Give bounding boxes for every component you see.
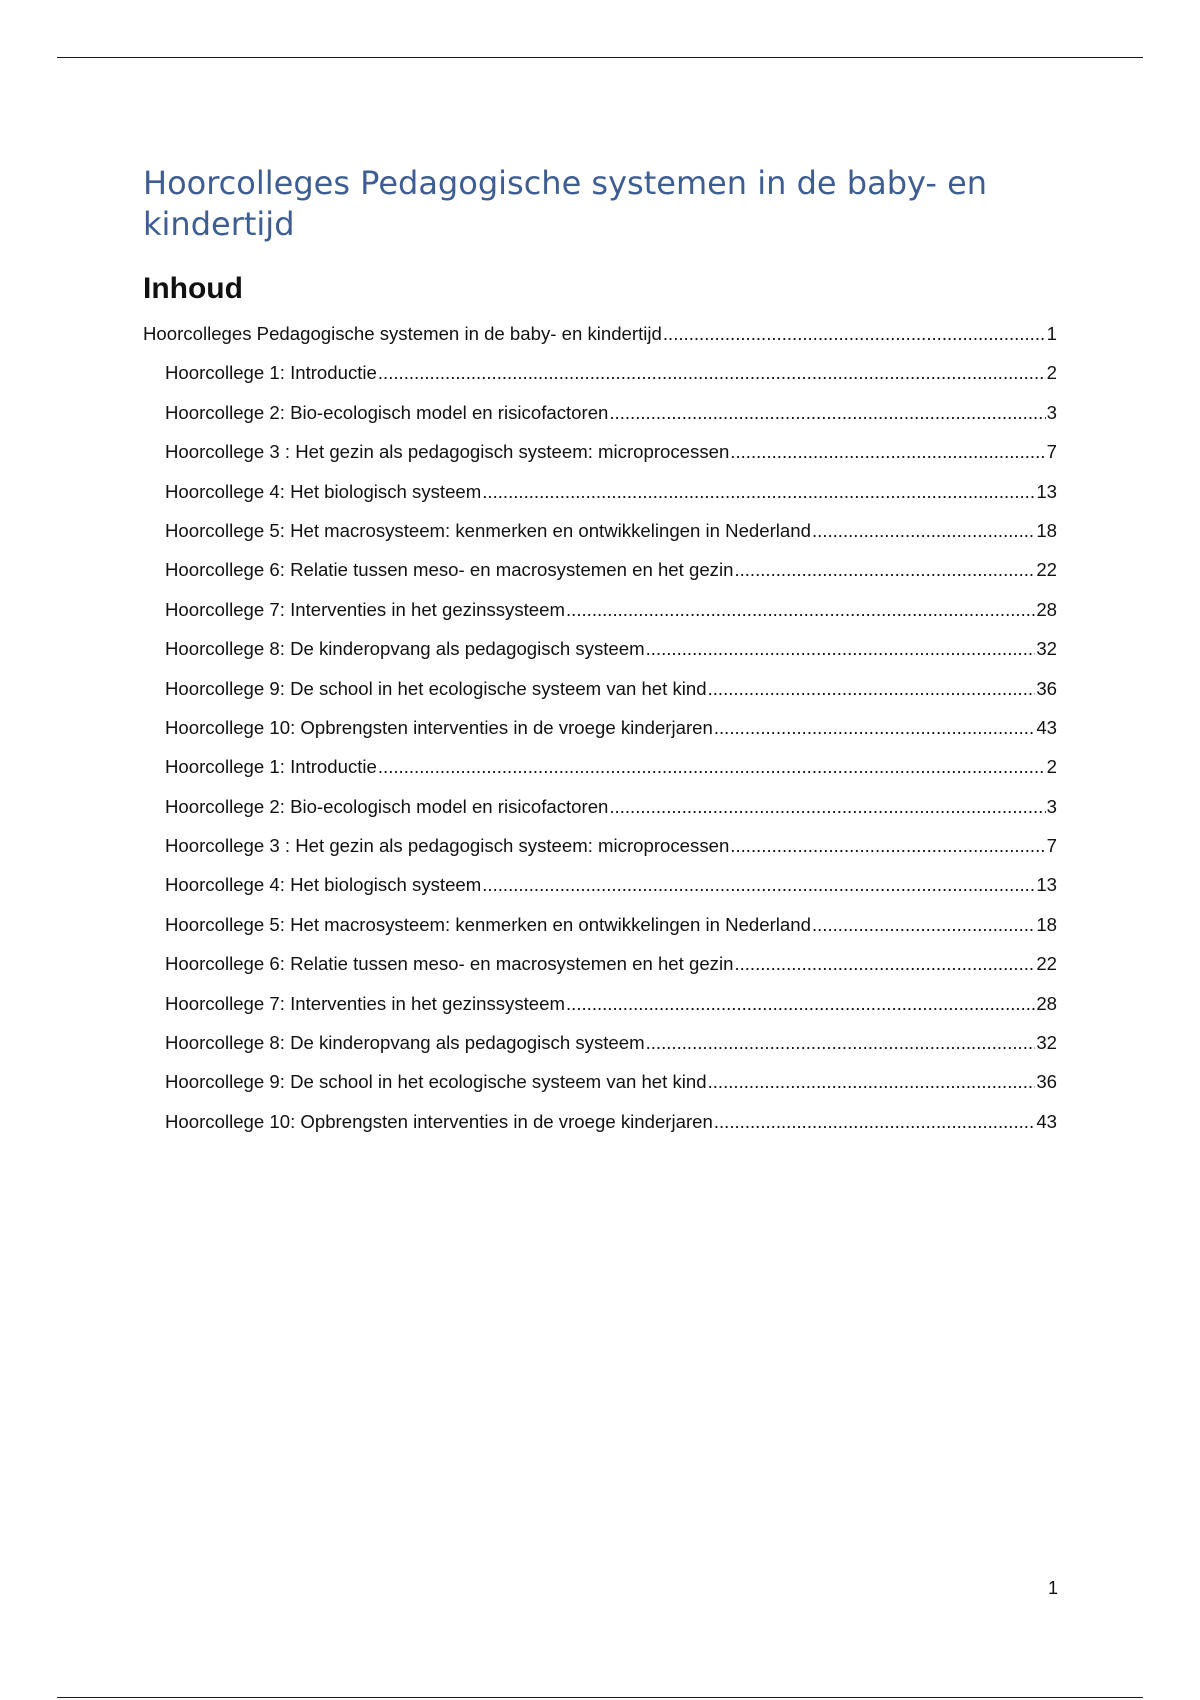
page-number: 1 bbox=[1047, 1578, 1058, 1598]
toc-entry-text: Hoorcollege 8: De kinderopvang als pedagogisch systeem bbox=[165, 638, 645, 660]
toc-dot-leader bbox=[609, 796, 1045, 818]
toc-entry[interactable] bbox=[143, 1032, 1057, 1071]
toc-entry-text: Hoorcollege 8: De kinderopvang als pedagogisch systeem bbox=[165, 1032, 645, 1054]
toc-entry-text: Hoorcollege 10: Opbrengsten interventies in de vroege kinderjaren bbox=[165, 716, 713, 738]
toc-entry[interactable] bbox=[143, 756, 1057, 795]
toc-entry[interactable] bbox=[143, 520, 1057, 559]
toc-entry[interactable] bbox=[143, 1111, 1057, 1150]
toc-entry[interactable] bbox=[143, 441, 1057, 480]
toc-entry-page: 18 bbox=[1036, 913, 1057, 935]
toc-entry-page: 28 bbox=[1036, 992, 1057, 1014]
toc-entry-page: 13 bbox=[1036, 480, 1057, 502]
toc-entry-text: Hoorcollege 4: Het biologisch systeem bbox=[165, 480, 482, 502]
toc-entry[interactable] bbox=[143, 678, 1057, 717]
toc-entry-page: 2 bbox=[1046, 362, 1057, 384]
toc-dot-leader bbox=[714, 1111, 1035, 1133]
toc-dot-leader bbox=[812, 520, 1035, 542]
toc-dot-leader bbox=[730, 835, 1045, 857]
toc-entry-text: Hoorcollege 9: De school in het ecologische systeem van het kind bbox=[165, 1071, 707, 1093]
toc-dot-leader bbox=[708, 1071, 1036, 1093]
toc-dot-leader bbox=[378, 362, 1046, 384]
toc-entry-page: 7 bbox=[1046, 835, 1057, 857]
toc-entry-text: Hoorcollege 5: Het macrosysteem: kenmerken en ontwikkelingen in Nederland bbox=[165, 913, 811, 935]
toc-dot-leader bbox=[609, 402, 1045, 424]
toc-entry-page: 2 bbox=[1046, 756, 1057, 778]
toc-dot-leader bbox=[482, 481, 1035, 503]
toc-dot-leader bbox=[566, 599, 1035, 621]
toc-entry-text: Hoorcollege 2: Bio-ecologisch model en risicofactoren bbox=[165, 401, 609, 423]
toc-entry-page: 18 bbox=[1036, 519, 1057, 541]
toc-entry-page: 36 bbox=[1036, 677, 1057, 699]
toc-entry-text: Hoorcollege 10: Opbrengsten interventies in de vroege kinderjaren bbox=[165, 1110, 713, 1132]
page-top-rule bbox=[57, 57, 1143, 58]
toc-entry-text: Hoorcollege 7: Interventies in het gezinssysteem bbox=[165, 992, 565, 1014]
toc-entry[interactable] bbox=[143, 993, 1057, 1032]
toc-entry-text: Hoorcollege 6: Relatie tussen meso- en macrosystemen en het gezin bbox=[165, 559, 734, 581]
toc-dot-leader bbox=[378, 756, 1046, 778]
toc-entry[interactable] bbox=[143, 638, 1057, 677]
toc-entry[interactable] bbox=[143, 835, 1057, 874]
page-bottom-rule bbox=[57, 1697, 1143, 1698]
toc-dot-leader bbox=[482, 874, 1035, 896]
toc-entry-page: 36 bbox=[1036, 1071, 1057, 1093]
toc-entry-page: 7 bbox=[1046, 441, 1057, 463]
toc-entry-page: 32 bbox=[1036, 1032, 1057, 1054]
toc-entry-text: Hoorcollege 6: Relatie tussen meso- en macrosystemen en het gezin bbox=[165, 953, 734, 975]
toc-dot-leader bbox=[708, 678, 1036, 700]
toc-entry[interactable] bbox=[143, 717, 1057, 756]
toc-dot-leader bbox=[663, 323, 1046, 345]
toc-entry-page: 1 bbox=[1046, 323, 1057, 344]
toc-entry-text: Hoorcollege 9: De school in het ecologische systeem van het kind bbox=[165, 677, 707, 699]
toc-dot-leader bbox=[730, 441, 1045, 463]
toc-dot-leader bbox=[734, 559, 1035, 581]
toc-entry-text: Hoorcollege 3 : Het gezin als pedagogisch systeem: microprocessen bbox=[165, 441, 730, 463]
document-title: Hoorcolleges Pedagogische systemen in de baby- en kindertijd bbox=[143, 164, 988, 243]
toc-entry[interactable] bbox=[143, 559, 1057, 598]
table-of-contents bbox=[143, 323, 1057, 1150]
toc-entry[interactable] bbox=[143, 402, 1057, 441]
toc-entry-page: 28 bbox=[1036, 598, 1057, 620]
toc-entry[interactable] bbox=[143, 323, 1057, 362]
toc-dot-leader bbox=[646, 638, 1036, 660]
toc-entry-page: 13 bbox=[1036, 874, 1057, 896]
toc-dot-leader bbox=[566, 993, 1035, 1015]
toc-dot-leader bbox=[714, 717, 1035, 739]
toc-entry[interactable] bbox=[143, 874, 1057, 913]
toc-entry-text: Hoorcollege 1: Introductie bbox=[165, 362, 377, 384]
toc-entry-page: 3 bbox=[1046, 795, 1057, 817]
toc-entry-text: Hoorcollege 2: Bio-ecologisch model en risicofactoren bbox=[165, 795, 609, 817]
toc-entry[interactable] bbox=[143, 953, 1057, 992]
toc-entry-page: 43 bbox=[1036, 1110, 1057, 1132]
toc-dot-leader bbox=[812, 914, 1035, 936]
toc-entry[interactable] bbox=[143, 599, 1057, 638]
toc-entry-text: Hoorcollege 5: Het macrosysteem: kenmerken en ontwikkelingen in Nederland bbox=[165, 519, 811, 541]
toc-dot-leader bbox=[734, 953, 1035, 975]
toc-entry[interactable] bbox=[143, 481, 1057, 520]
toc-entry[interactable] bbox=[143, 914, 1057, 953]
toc-entry-page: 32 bbox=[1036, 638, 1057, 660]
toc-entry-page: 22 bbox=[1036, 953, 1057, 975]
toc-entry-page: 43 bbox=[1036, 716, 1057, 738]
toc-entry-text: Hoorcollege 1: Introductie bbox=[165, 756, 377, 778]
toc-entry[interactable] bbox=[143, 796, 1057, 835]
toc-dot-leader bbox=[646, 1032, 1036, 1054]
toc-entry-page: 3 bbox=[1046, 401, 1057, 423]
toc-entry-page: 22 bbox=[1036, 559, 1057, 581]
toc-entry-text: Hoorcolleges Pedagogische systemen in de baby- en kindertijd bbox=[143, 323, 662, 344]
toc-entry[interactable] bbox=[143, 362, 1057, 401]
toc-entry-text: Hoorcollege 3 : Het gezin als pedagogisch systeem: microprocessen bbox=[165, 835, 730, 857]
toc-entry-text: Hoorcollege 4: Het biologisch systeem bbox=[165, 874, 482, 896]
toc-entry[interactable] bbox=[143, 1071, 1057, 1110]
toc-heading: Inhoud bbox=[143, 272, 243, 305]
toc-entry-text: Hoorcollege 7: Interventies in het gezinssysteem bbox=[165, 598, 565, 620]
